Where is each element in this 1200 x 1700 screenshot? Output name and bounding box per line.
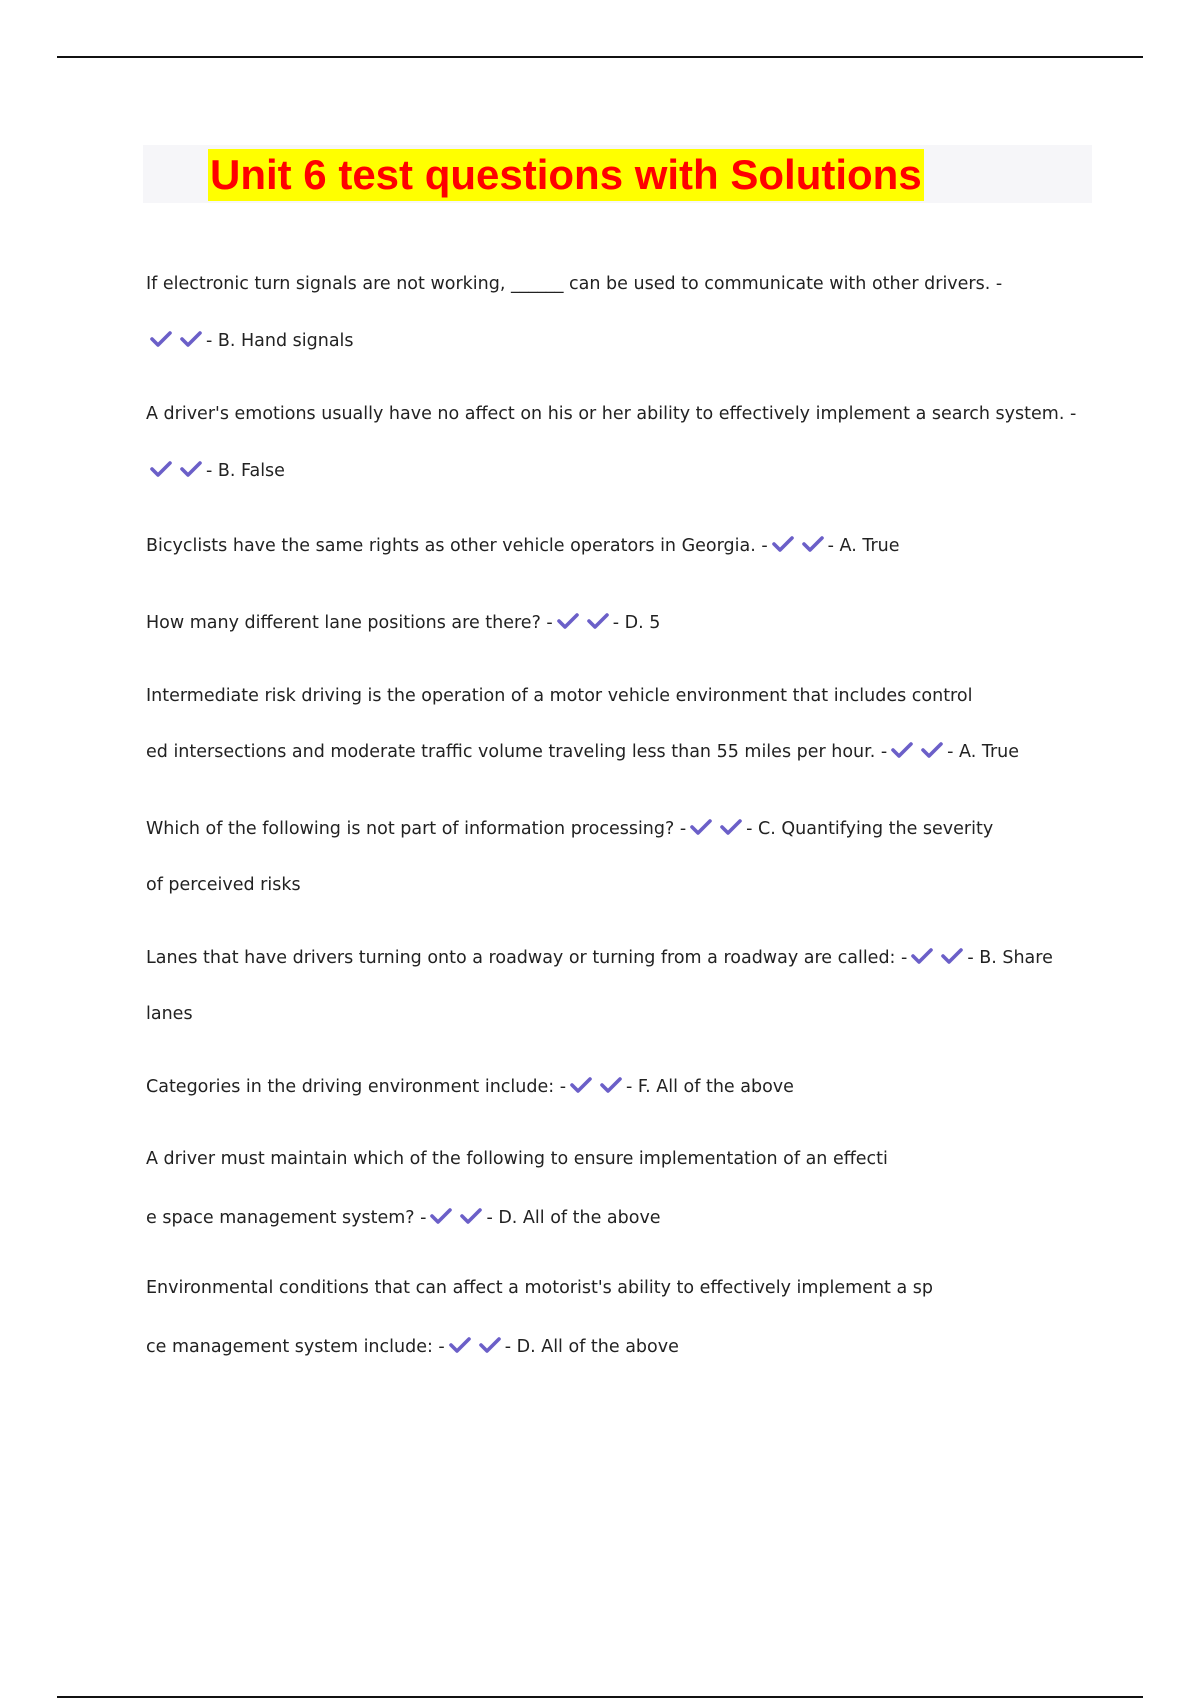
qa-line [146,1333,679,1361]
qa-line [146,1274,933,1302]
top-rule [57,56,1143,58]
double-check-icon [430,1202,482,1230]
double-check-icon [557,607,609,635]
question-text: If electronic turn signals are not working, ______ can be used to communicate with other drivers. - [146,274,1003,294]
qa-line [146,327,354,355]
qa-line [146,400,1076,428]
answer-text: lanes [146,1004,193,1024]
question-text: A driver's emotions usually have no affect on his or her ability to effectively implement a search system. - [146,404,1077,424]
check-icon [570,1076,592,1094]
check-icon [460,1207,482,1225]
qa-line [146,682,972,710]
question-text: A driver must maintain which of the following to ensure implementation of an effecti [146,1149,888,1169]
question-text: Which of the following is not part of information processing? - [146,819,687,839]
question-text: Lanes that have drivers turning onto a roadway or turning from a roadway are called: - [146,948,908,968]
double-check-icon [911,942,963,970]
page-title: Unit 6 test questions with Solutions [208,149,924,201]
answer-text: - B. Share [967,948,1053,968]
check-icon [891,741,913,759]
question-text: How many different lane positions are there? - [146,613,553,633]
answer-text: - D. All of the above [486,1208,661,1228]
answer-text: of perceived risks [146,875,301,895]
check-icon [921,741,943,759]
check-icon [772,535,794,553]
check-icon [430,1207,452,1225]
check-icon [150,330,172,348]
answer-text: - B. False [206,461,285,481]
question-text: e space management system? - [146,1208,427,1228]
question-text: Bicyclists have the same rights as other vehicle operators in Georgia. - [146,536,768,556]
qa-line [146,1073,794,1101]
check-icon [941,947,963,965]
check-icon [479,1336,501,1354]
check-icon [449,1336,471,1354]
answer-text: - A. True [947,742,1020,762]
check-icon [587,612,609,630]
qa-line [146,1204,661,1232]
double-check-icon [150,455,202,483]
answer-text: - D. 5 [612,613,661,633]
qa-line [146,944,1053,972]
double-check-icon [891,736,943,764]
check-icon [150,460,172,478]
qa-line [146,815,993,843]
check-icon [720,818,742,836]
qa-line [146,457,285,485]
check-icon [557,612,579,630]
check-icon [802,535,824,553]
question-text: ce management system include: - [146,1337,445,1357]
question-text: ed intersections and moderate traffic volume traveling less than 55 miles per hour. - [146,742,888,762]
double-check-icon [449,1331,501,1359]
check-icon [180,460,202,478]
question-text: Categories in the driving environment include: - [146,1077,567,1097]
question-text: Intermediate risk driving is the operation of a motor vehicle environment that includes control [146,686,973,706]
bottom-rule [57,1696,1143,1698]
check-icon [690,818,712,836]
question-text: Environmental conditions that can affect a motorist's ability to effectively implement a sp [146,1278,933,1298]
double-check-icon [570,1071,622,1099]
qa-line [146,270,1002,298]
check-icon [180,330,202,348]
answer-text: - B. Hand signals [206,331,354,351]
qa-line [146,1000,193,1028]
double-check-icon [772,530,824,558]
qa-line [146,738,1019,766]
qa-line [146,609,660,637]
double-check-icon [690,813,742,841]
answer-text: - A. True [827,536,900,556]
check-icon [911,947,933,965]
qa-line [146,871,301,899]
qa-line [146,532,900,560]
qa-line [146,1145,888,1173]
check-icon [600,1076,622,1094]
answer-text: - D. All of the above [504,1337,679,1357]
answer-text: - C. Quantifying the severity [746,819,994,839]
double-check-icon [150,325,202,353]
answer-text: - F. All of the above [626,1077,794,1097]
